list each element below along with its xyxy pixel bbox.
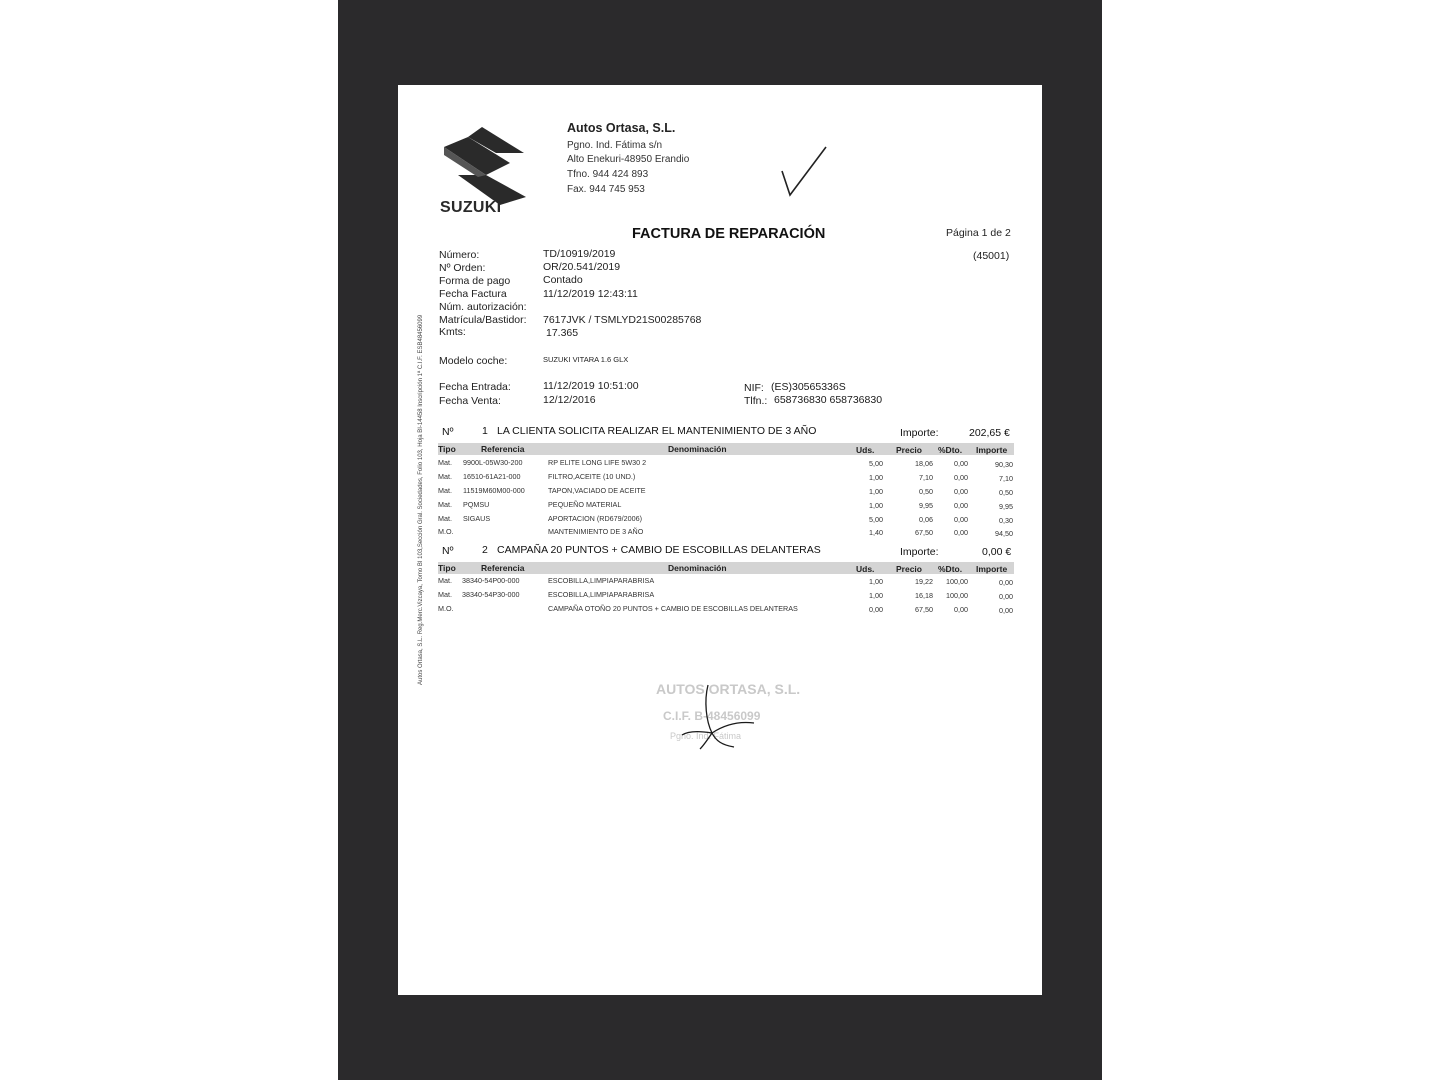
sale-date-label: Fecha Venta: [439, 395, 501, 407]
cell-tipo: Mat. [438, 458, 452, 467]
nif-value: (ES)30565336S [771, 381, 846, 393]
cell-den: ESCOBILLA,LIMPIAPARABRISA [548, 590, 655, 599]
section-importe-label: Importe: [900, 546, 939, 558]
cell-uds: 5,00 [869, 515, 883, 524]
cell-importe: 0,00 [999, 592, 1013, 601]
col-precio: Precio [896, 445, 922, 455]
outer-margin-left [0, 0, 338, 1080]
field-value: TD/10919/2019 [543, 248, 616, 260]
cell-precio: 0,50 [919, 487, 933, 496]
company-name: Autos Ortasa, S.L. [567, 121, 676, 135]
col-tipo: Tipo [438, 563, 456, 573]
cell-tipo: Mat. [438, 472, 452, 481]
cell-uds: 0,00 [869, 605, 883, 614]
col-referencia: Referencia [481, 563, 525, 573]
cell-den: ESCOBILLA,LIMPIAPARABRISA [548, 576, 655, 585]
cell-precio: 19,22 [915, 577, 933, 586]
stamp-line: C.I.F. B-48456099 [663, 709, 761, 723]
cell-uds: 5,00 [869, 459, 883, 468]
model-label: Modelo coche: [439, 355, 508, 367]
cell-uds: 1,40 [869, 528, 883, 537]
cell-tipo: M.O. [438, 527, 454, 536]
cell-dto: 100,00 [946, 591, 968, 600]
invoice-title: FACTURA DE REPARACIÓN [632, 226, 826, 242]
cell-importe: 0,50 [999, 488, 1013, 497]
company-phone: Tfno. 944 424 893 [567, 169, 649, 180]
field-label: Kmts: [439, 326, 466, 338]
outer-margin-right [1102, 0, 1440, 1080]
field-label: Nº Orden: [439, 262, 486, 274]
field-value: 7617JVK / TSMLYD21S00285768 [543, 314, 702, 326]
cell-ref: 38340-54P00-000 [462, 576, 520, 585]
cell-uds: 1,00 [869, 473, 883, 482]
cell-den: APORTACION (RD679/2006) [548, 514, 643, 523]
checkmark-icon [776, 143, 832, 199]
field-label: Fecha Factura [439, 288, 507, 300]
cell-dto: 0,00 [954, 501, 968, 510]
cell-dto: 0,00 [954, 515, 968, 524]
stamp-line: Pgno. Ind. Fátima [670, 731, 742, 741]
section-title: CAMPAÑA 20 PUNTOS + CAMBIO DE ESCOBILLAS DELANTERAS [497, 544, 821, 556]
cell-den: TAPON,VACIADO DE ACEITE [548, 486, 646, 495]
cell-uds: 1,00 [869, 577, 883, 586]
section-importe: 202,65 € [969, 427, 1010, 439]
cell-ref: 9900L-05W30-200 [463, 458, 523, 467]
entry-date-value: 11/12/2019 10:51:00 [543, 380, 639, 392]
col-denominacion: Denominación [668, 563, 727, 573]
cell-importe: 9,95 [999, 502, 1013, 511]
invoice-page [398, 85, 1042, 995]
col-tipo: Tipo [438, 444, 456, 454]
entry-date-label: Fecha Entrada: [439, 381, 511, 393]
col-importe: Importe [976, 564, 1008, 574]
cell-ref: PQMSU [463, 500, 490, 509]
page-indicator: Página 1 de 2 [946, 227, 1011, 239]
cell-den: PEQUEÑO MATERIAL [548, 500, 622, 509]
section-number: 1 [482, 425, 488, 437]
document-code: (45001) [973, 250, 1010, 262]
cell-dto: 0,00 [954, 459, 968, 468]
col-referencia: Referencia [481, 444, 525, 454]
cell-precio: 7,10 [919, 473, 933, 482]
cell-tipo: M.O. [438, 604, 454, 613]
field-label: Matrícula/Bastidor: [439, 314, 527, 326]
field-value: Contado [543, 274, 583, 286]
cell-tipo: Mat. [438, 514, 452, 523]
model-value: SUZUKI VITARA 1.6 GLX [543, 355, 629, 364]
cell-den: FILTRO,ACEITE (10 UND.) [548, 472, 636, 481]
phone-value: 658736830 658736830 [774, 394, 883, 406]
section-importe-label: Importe: [900, 427, 939, 439]
col-precio: Precio [896, 564, 922, 574]
cell-den: RP ELITE LONG LIFE 5W30 2 [548, 458, 647, 467]
section-importe: 0,00 € [982, 546, 1012, 558]
cell-tipo: Mat. [438, 576, 452, 585]
brand-name: SUZUKI [440, 199, 502, 216]
cell-precio: 9,95 [919, 501, 933, 510]
section-number-label: Nº [442, 426, 454, 438]
cell-tipo: Mat. [438, 590, 452, 599]
cell-uds: 1,00 [869, 591, 883, 600]
cell-importe: 0,00 [999, 578, 1013, 587]
cell-importe: 90,30 [995, 460, 1013, 469]
field-label: Forma de pago [439, 275, 511, 287]
stamp-line: AUTOS ORTASA, S.L. [656, 681, 801, 697]
cell-importe: 0,30 [999, 516, 1013, 525]
section-number-label: Nº [442, 545, 454, 557]
cell-dto: 0,00 [954, 487, 968, 496]
cell-precio: 0,06 [919, 515, 933, 524]
phone-label: Tlfn.: [744, 395, 768, 407]
col-dto: %Dto. [938, 445, 963, 455]
company-fax: Fax. 944 745 953 [567, 184, 645, 195]
cell-dto: 0,00 [954, 605, 968, 614]
cell-dto: 0,00 [954, 473, 968, 482]
cell-precio: 67,50 [915, 528, 933, 537]
sale-date-value: 12/12/2016 [543, 394, 596, 406]
registry-vertical-text: Autos Ortasa, S.L. Reg.Merc.Vizcaya, Tomo BI 103,Sección Gral. Sociedades, Folio 103, Hoja BI-14458 Inscripción 1ª C.I.F. ESB48456099 [418, 314, 424, 685]
cell-tipo: Mat. [438, 500, 452, 509]
section-number: 2 [482, 544, 488, 556]
col-denominacion: Denominación [668, 444, 727, 454]
cell-uds: 1,00 [869, 487, 883, 496]
field-label: Núm. autorización: [439, 301, 527, 313]
col-importe: Importe [976, 445, 1008, 455]
company-address-line: Alto Enekuri-48950 Erandio [567, 154, 690, 165]
cell-ref: 16510-61A21-000 [463, 472, 521, 481]
field-label: Número: [439, 249, 480, 261]
cell-uds: 1,00 [869, 501, 883, 510]
company-address-line: Pgno. Ind. Fátima s/n [567, 140, 663, 151]
cell-precio: 67,50 [915, 605, 933, 614]
cell-precio: 16,18 [915, 591, 933, 600]
cell-tipo: Mat. [438, 486, 452, 495]
cell-ref: 11519M60M00-000 [463, 486, 525, 495]
col-uds: Uds. [856, 445, 875, 455]
section-title: LA CLIENTA SOLICITA REALIZAR EL MANTENIMIENTO DE 3 AÑO [497, 425, 817, 437]
cell-precio: 18,06 [915, 459, 933, 468]
cell-dto: 100,00 [946, 577, 968, 586]
cell-importe: 0,00 [999, 606, 1013, 615]
signature-icon [678, 681, 758, 751]
cell-ref: SIGAUS [463, 514, 491, 523]
cell-ref: 38340-54P30-000 [462, 590, 520, 599]
nif-label: NIF: [744, 382, 764, 394]
col-uds: Uds. [856, 564, 875, 574]
col-dto: %Dto. [938, 564, 963, 574]
cell-den: MANTENIMIENTO DE 3 AÑO [548, 527, 644, 536]
cell-importe: 7,10 [999, 474, 1013, 483]
cell-den: CAMPAÑA OTOÑO 20 PUNTOS + CAMBIO DE ESCOBILLAS DELANTERAS [548, 604, 798, 613]
field-value: OR/20.541/2019 [543, 261, 621, 273]
cell-importe: 94,50 [995, 529, 1013, 538]
cell-dto: 0,00 [954, 528, 968, 537]
field-value: 11/12/2019 12:43:11 [543, 288, 638, 300]
field-value: 17.365 [546, 327, 579, 339]
